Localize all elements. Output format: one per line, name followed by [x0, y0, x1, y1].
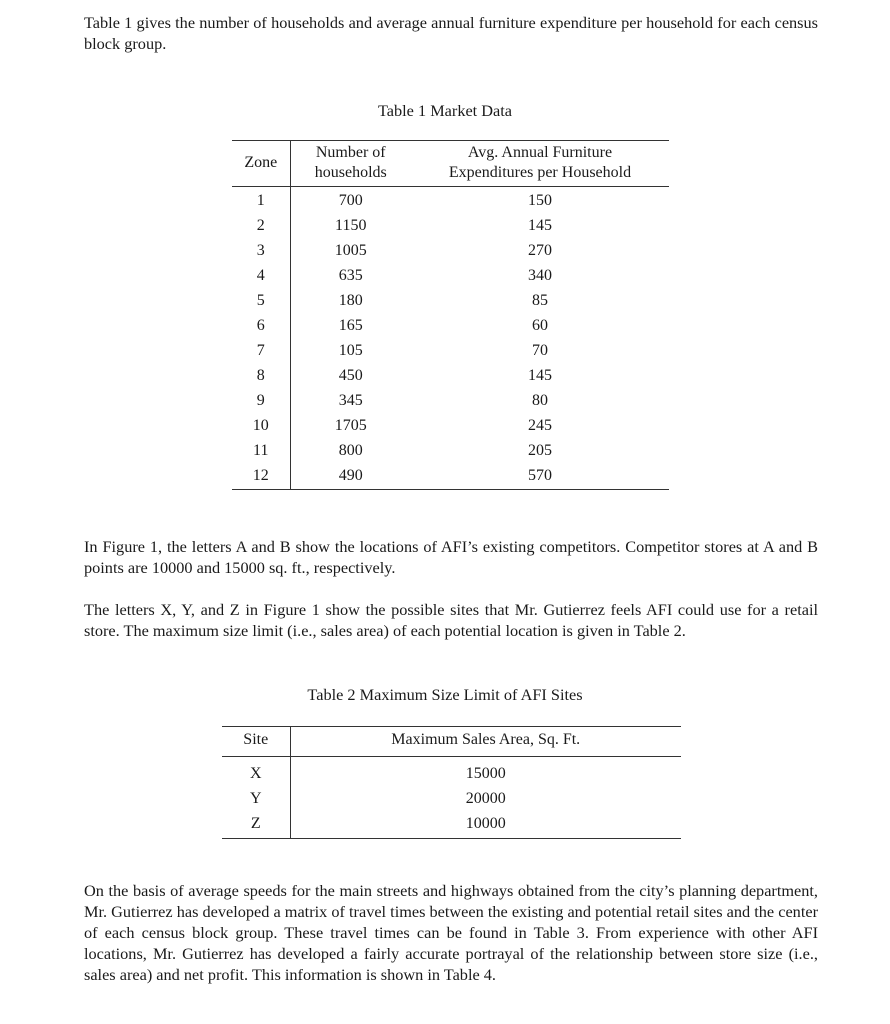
households-cell: 345	[338, 392, 363, 409]
households-cell: 635	[338, 267, 363, 284]
expenditure-cell: 145	[528, 217, 552, 234]
households-cell: 490	[338, 467, 363, 484]
expenditure-cell: 60	[532, 317, 548, 334]
travel-times-paragraph: On the basis of average speeds for the main streets and highways obtained from the city’s planning department, Mr. Gutierrez has developed a matrix of travel times between the existing and potential retail sites and the center of each census block group. These travel times can be found in Table 3. From experience with other AFI locations, Mr. Gutierrez has developed a fairly accurate portrayal of the relationship between store size (i.e., sales area) and net profit. This information is shown in Table 4.	[84, 881, 818, 984]
zone-cell: 9	[232, 388, 290, 413]
households-cell: 1150	[335, 217, 367, 234]
households-cell: 180	[338, 292, 363, 309]
area-cell: 20000	[465, 790, 506, 807]
expenditure-header: Avg. Annual Furniture Expenditures per Household	[411, 141, 669, 187]
zone-cell: 5	[232, 288, 290, 313]
table-row	[232, 413, 669, 438]
table-row	[232, 238, 669, 263]
households-header: Number of households	[290, 141, 411, 187]
expenditure-cell: 340	[528, 267, 552, 284]
table-row	[232, 338, 669, 363]
zone-header: Zone	[232, 141, 290, 187]
households-cell: 105	[338, 342, 363, 359]
zone-cell: 11	[232, 438, 290, 463]
table2-caption: Table 2 Maximum Size Limit of AFI Sites	[307, 685, 583, 704]
table-row	[232, 213, 669, 238]
table-row	[222, 757, 681, 787]
households-cell: 1005	[334, 242, 367, 259]
table-header-row	[232, 141, 669, 187]
households-cell: 1705	[334, 417, 367, 434]
area-cell: 10000	[465, 815, 506, 832]
competitors-paragraph: In Figure 1, the letters A and B show the locations of AFI’s existing competitors. Competitor stores at A and B points are 10000 and 15000 sq. ft., respectively.	[84, 537, 818, 577]
area-header: Maximum Sales Area, Sq. Ft.	[290, 727, 681, 757]
households-cell: 700	[338, 192, 363, 209]
site-cell: Y	[222, 786, 290, 811]
zone-cell: 12	[232, 463, 290, 490]
table-header-row	[222, 727, 681, 757]
expenditure-cell: 85	[532, 292, 548, 309]
expenditure-cell: 205	[528, 442, 552, 459]
zone-cell: 4	[232, 263, 290, 288]
expenditure-cell: 245	[528, 417, 552, 434]
site-header: Site	[222, 727, 290, 757]
table-row	[232, 363, 669, 388]
intro-paragraph: Table 1 gives the number of households and average annual furniture expenditure per household for each census block group.	[84, 13, 818, 53]
zone-cell: 10	[232, 413, 290, 438]
table-row	[232, 263, 669, 288]
zone-cell: 3	[232, 238, 290, 263]
table-row	[232, 313, 669, 338]
zone-cell: 6	[232, 313, 290, 338]
table-row	[222, 786, 681, 811]
table-row	[232, 288, 669, 313]
zone-cell: 2	[232, 213, 290, 238]
site-cell: X	[222, 757, 290, 787]
table-row	[232, 438, 669, 463]
table-row	[232, 388, 669, 413]
table-row	[232, 187, 669, 214]
table-row	[222, 811, 681, 839]
expenditure-cell: 70	[532, 342, 548, 359]
expenditure-cell: 570	[528, 467, 552, 484]
expenditure-cell: 150	[528, 192, 552, 209]
area-cell: 15000	[465, 765, 506, 782]
table1-caption: Table 1 Market Data	[377, 101, 513, 120]
zone-cell: 7	[232, 338, 290, 363]
zone-cell: 8	[232, 363, 290, 388]
sites-paragraph: The letters X, Y, and Z in Figure 1 show the possible sites that Mr. Gutierrez feels AFI could use for a retail store. The maximum size limit (i.e., sales area) of each potential location is given in Table 2.	[84, 600, 818, 640]
market-data-table	[232, 140, 669, 490]
site-size-table	[222, 726, 681, 839]
expenditure-cell: 270	[528, 242, 552, 259]
households-cell: 165	[338, 317, 363, 334]
expenditure-cell: 80	[532, 392, 548, 409]
households-cell: 450	[338, 367, 363, 384]
households-cell: 800	[338, 442, 363, 459]
site-cell: Z	[222, 811, 290, 839]
expenditure-cell: 145	[528, 367, 552, 384]
zone-cell: 1	[232, 187, 290, 214]
table-row	[232, 463, 669, 490]
